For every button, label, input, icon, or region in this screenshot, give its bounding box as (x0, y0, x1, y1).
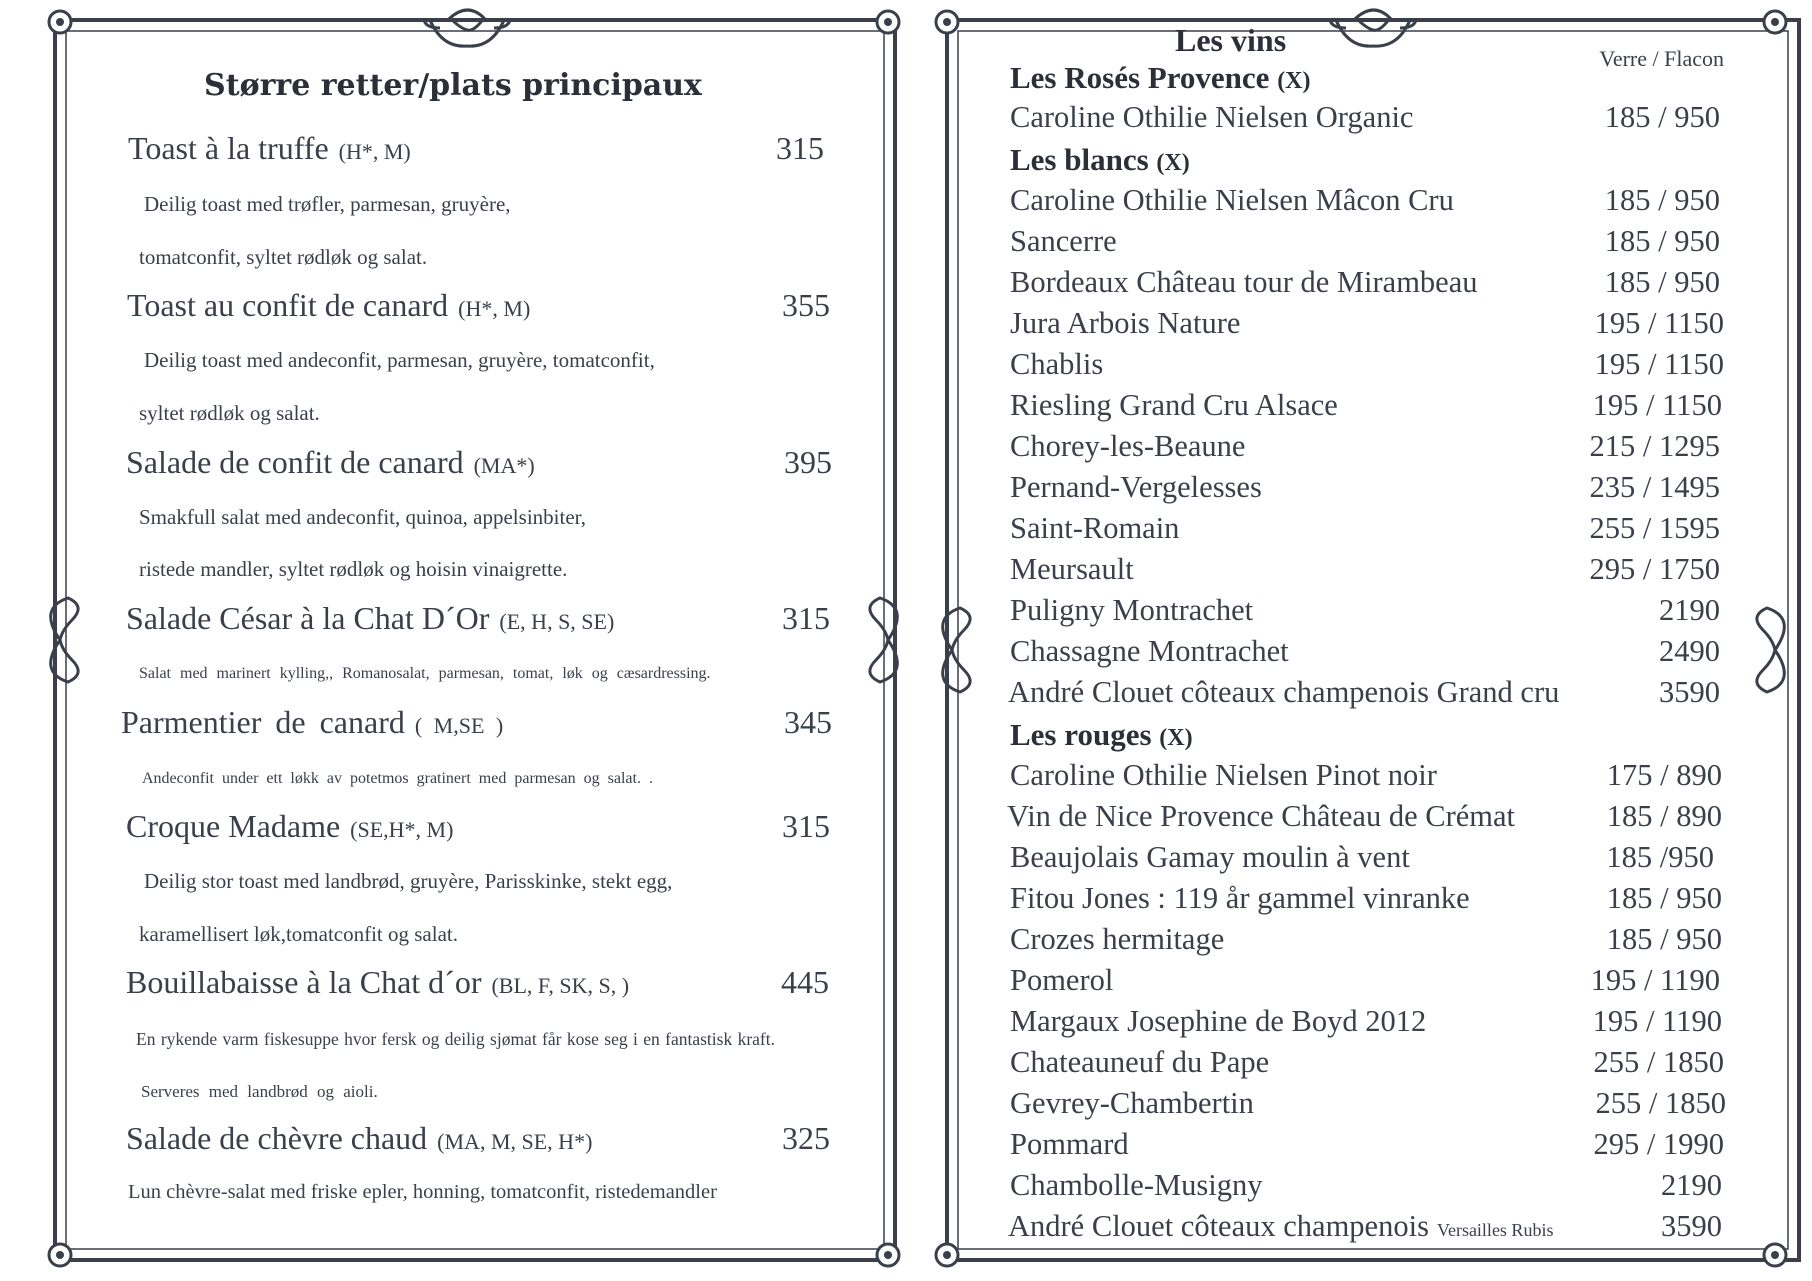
wine-price: 185 /950 (1606, 840, 1714, 874)
wine-row (930, 922, 1812, 962)
dish-description: Deilig toast med andeconfit, parmesan, gruyère, tomatconfit, (144, 348, 655, 372)
wine-note: Versailles Rubis (1436, 1220, 1554, 1240)
wine-price: 2490 (1659, 634, 1720, 668)
wine-name: Puligny Montrachet (1010, 593, 1254, 627)
section-heading-rouges: Les rouges (X) (1010, 717, 1193, 752)
wine-price: 255 / 1595 (1589, 511, 1720, 545)
wine-name: Pernand-Vergelesses (1010, 470, 1262, 504)
wine-price: 3590 (1661, 1209, 1722, 1243)
section-marker: (X) (1277, 68, 1311, 94)
wine-row (930, 1209, 1812, 1249)
wine-row (930, 224, 1812, 264)
dish-row (0, 444, 906, 484)
wine-price: 215 / 1295 (1589, 429, 1720, 463)
dish-name: Toast au confit de canard (H*, M) (127, 287, 531, 323)
wine-row (930, 758, 1812, 798)
wine-row (930, 840, 1812, 880)
wine-row (930, 183, 1812, 223)
wine-name: Jura Arbois Nature (1010, 306, 1241, 340)
section-heading-blancs: Les blancs (X) (1010, 142, 1190, 177)
wine-row (930, 265, 1812, 305)
allergen-codes: (E, H, S, SE) (499, 609, 615, 634)
dish-price: 315 (782, 808, 830, 844)
wine-row (930, 1086, 1812, 1126)
dish-description: Salat med marinert kylling,, Romanosalat, parmesan, tomat, løk og cæsardressing. (139, 665, 711, 682)
allergen-codes: (MA*) (473, 453, 535, 478)
wine-price: 195 / 1190 (1592, 1004, 1722, 1038)
wine-row (930, 634, 1812, 674)
dish-price: 355 (782, 287, 830, 323)
wine-row (930, 429, 1812, 469)
wine-price: 185 / 890 (1606, 799, 1722, 833)
dish-description: Deilig toast med trøfler, parmesan, gruyère, (144, 192, 511, 216)
dish-description: ristede mandler, syltet rødløk og hoisin vinaigrette. (139, 557, 568, 581)
wine-price: 235 / 1495 (1589, 470, 1720, 504)
price-column-header: Verre / Flacon (1599, 46, 1724, 71)
wine-name: Chablis (1010, 347, 1104, 381)
wine-name: Margaux Josephine de Boyd 2012 (1010, 1004, 1427, 1038)
wine-price: 185 / 950 (1606, 881, 1722, 915)
wine-row (930, 470, 1812, 510)
dish-row (0, 130, 906, 170)
wine-name: Riesling Grand Cru Alsace (1010, 388, 1338, 422)
dish-name: Parmentier de canard ( M,SE ) (121, 704, 504, 740)
wine-price: 255 / 1850 (1595, 1086, 1726, 1120)
wine-name: Crozes hermitage (1010, 922, 1225, 956)
wine-price: 2190 (1659, 593, 1720, 627)
wine-price: 195 / 1190 (1590, 963, 1720, 997)
allergen-codes: (MA, M, SE, H*) (437, 1129, 593, 1154)
dish-description: karamellisert løk,tomatconfit og salat. (139, 922, 458, 946)
dish-price: 315 (776, 130, 824, 166)
dish-price: 395 (784, 444, 832, 480)
dish-name: Croque Madame (SE,H*, M) (126, 808, 454, 844)
wine-row (930, 552, 1812, 592)
wine-price: 195 / 1150 (1592, 388, 1722, 422)
wine-list-panel (930, 0, 1812, 1281)
wine-price: 2190 (1661, 1168, 1722, 1202)
dish-price: 325 (782, 1120, 830, 1156)
wine-row (930, 799, 1812, 839)
dish-name: Salade de confit de canard (MA*) (126, 444, 535, 480)
dish-name: Toast à la truffe (H*, M) (128, 130, 411, 166)
wine-name: Chateauneuf du Pape (1010, 1045, 1270, 1079)
wine-name: Fitou Jones : 119 år gammel vinranke (1010, 881, 1470, 915)
wine-name: Chassagne Montrachet (1010, 634, 1289, 668)
wine-price: 295 / 1750 (1589, 552, 1720, 586)
wine-row (930, 347, 1812, 387)
wine-row (930, 306, 1812, 346)
section-marker: (X) (1159, 725, 1193, 751)
wine-row (930, 1045, 1812, 1085)
wine-row (930, 593, 1812, 633)
wine-name: Caroline Othilie Nielsen Pinot noir (1010, 758, 1437, 792)
wine-name: André Clouet côteaux champenois Versailles Rubis (1008, 1209, 1554, 1243)
wine-row (930, 1168, 1812, 1208)
allergen-codes: (H*, M) (338, 139, 411, 164)
dish-row (0, 1120, 906, 1160)
section-marker: (X) (1156, 150, 1190, 176)
dish-price: 315 (782, 600, 830, 636)
wine-name: Chorey-les-Beaune (1010, 429, 1246, 463)
wine-row (930, 675, 1812, 715)
wine-price: 185 / 950 (1604, 265, 1720, 299)
dish-description: Andeconfit under ett løkk av potetmos gratinert med parmesan og salat. . (142, 770, 653, 787)
wine-name: Pommard (1010, 1127, 1129, 1161)
wine-price: 175 / 890 (1606, 758, 1722, 792)
allergen-codes: (H*, M) (458, 296, 531, 321)
dish-row (0, 600, 906, 640)
dish-name: Bouillabaisse à la Chat d´or (BL, F, SK, S, ) (126, 964, 630, 1000)
wine-name: Vin de Nice Provence Château de Crémat (1007, 799, 1516, 833)
wine-price: 185 / 950 (1604, 183, 1720, 217)
wine-name: Pomerol (1010, 963, 1114, 997)
section-heading-roses: Les Rosés Provence (X) (1010, 60, 1311, 95)
wine-row (930, 100, 1812, 140)
dish-name: Salade de chèvre chaud (MA, M, SE, H*) (126, 1120, 593, 1156)
dish-price: 345 (784, 704, 832, 740)
dish-description: Smakfull salat med andeconfit, quinoa, appelsinbiter, (139, 505, 587, 529)
dish-description: Lun chèvre-salat med friske epler, honning, tomatconfit, ristedemandler (128, 1181, 717, 1203)
wine-price: 185 / 950 (1604, 100, 1720, 134)
wine-name: Chambolle-Musigny (1010, 1168, 1263, 1202)
main-courses-title: Større retter/plats principaux (204, 68, 702, 103)
wine-price: 3590 (1659, 675, 1720, 709)
wine-name: Beaujolais Gamay moulin à vent (1010, 840, 1410, 874)
dish-description: Serveres med landbrød og aioli. (141, 1082, 378, 1101)
wine-name: Meursault (1010, 552, 1134, 586)
wine-name: Bordeaux Château tour de Mirambeau (1010, 265, 1478, 299)
wine-row (930, 881, 1812, 921)
dish-row (0, 808, 906, 848)
allergen-codes: (BL, F, SK, S, ) (491, 973, 630, 998)
dish-description: tomatconfit, syltet rødløk og salat. (139, 245, 428, 269)
wine-name: Caroline Othilie Nielsen Organic (1010, 100, 1414, 134)
wine-price: 195 / 1150 (1594, 347, 1724, 381)
wine-name: Sancerre (1010, 224, 1117, 258)
dish-row (0, 704, 906, 744)
wine-price: 185 / 950 (1606, 922, 1722, 956)
wine-list-title: Les vins (1175, 22, 1287, 58)
wine-row (930, 1004, 1812, 1044)
dish-description: syltet rødløk og salat. (139, 401, 320, 425)
dish-description: En rykende varm fiskesuppe hvor fersk og deilig sjømat får kose seg i en fantastisk kraft. (136, 1029, 775, 1049)
wine-price: 255 / 1850 (1593, 1045, 1724, 1079)
wine-row (930, 963, 1812, 1003)
dish-row (0, 287, 906, 327)
dish-row (0, 964, 906, 1004)
wine-name: Saint-Romain (1010, 511, 1180, 545)
wine-row (930, 511, 1812, 551)
wine-name: Gevrey-Chambertin (1010, 1086, 1254, 1120)
wine-name: André Clouet côteaux champenois Grand cru (1008, 675, 1560, 709)
allergen-codes: ( M,SE ) (414, 713, 504, 738)
wine-row (930, 388, 1812, 428)
wine-row (930, 1127, 1812, 1167)
dish-description: Deilig stor toast med landbrød, gruyère, Parisskinke, stekt egg, (144, 869, 673, 893)
wine-price: 195 / 1150 (1594, 306, 1724, 340)
wine-price: 185 / 950 (1604, 224, 1720, 258)
wine-name: Caroline Othilie Nielsen Mâcon Cru (1010, 183, 1454, 217)
wine-price: 295 / 1990 (1593, 1127, 1724, 1161)
dish-price: 445 (781, 964, 829, 1000)
allergen-codes: (SE,H*, M) (350, 817, 454, 842)
dish-name: Salade César à la Chat D´Or (E, H, S, SE) (126, 600, 615, 636)
